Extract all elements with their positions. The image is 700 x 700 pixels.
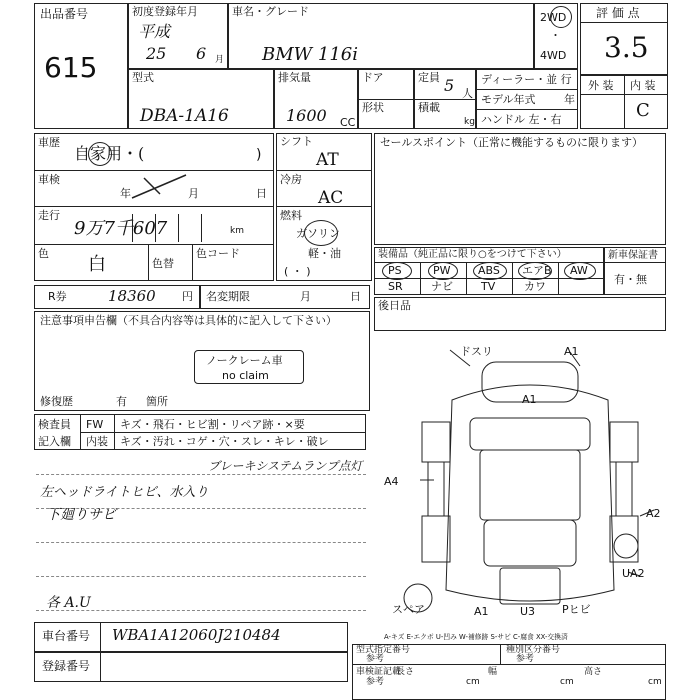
exterior-label: 外 装 — [588, 79, 614, 92]
after-fit-box — [374, 297, 666, 331]
inspector-label-2: 記入欄 — [38, 435, 71, 448]
equipment-pw: PW — [433, 264, 451, 277]
height-label: 高さ — [584, 667, 603, 677]
equipment-aw: AW — [570, 264, 588, 277]
car-name: BMW 116i — [262, 44, 358, 65]
sales-points-box — [374, 133, 666, 245]
fuel-circle — [304, 220, 338, 246]
repair-history-label: 修復歴 — [40, 395, 73, 408]
no-claim-line1: ノークレーム車 — [206, 354, 283, 367]
displacement-value: 1600 — [286, 106, 327, 125]
inspector-interior-text: キズ・汚れ・コゲ・穴・スレ・キレ・破レ — [120, 435, 329, 448]
note-line-3: 各 A.U — [46, 595, 91, 611]
drive-4wd: 4WD — [540, 49, 567, 62]
diagram-label-bottom-3: Pヒビ — [562, 603, 591, 616]
repair-history-value: 有 — [116, 395, 127, 408]
name-change-day: 日 — [350, 290, 361, 303]
ac-value: AC — [318, 188, 344, 208]
warranty-value: 有・無 — [614, 273, 647, 286]
dealer-label: ディーラー・並 行 — [481, 73, 572, 86]
drive-dot: ・ — [550, 29, 561, 42]
shaken-month-unit: 月 — [188, 187, 199, 200]
width-unit: cm — [560, 677, 574, 687]
recycle-value: 18360 — [108, 287, 156, 305]
drive-2wd: 2WD — [540, 11, 567, 24]
model-year-unit: 年 — [564, 93, 575, 106]
color-code-label: 色コード — [196, 247, 240, 260]
no-claim-line2: no claim — [222, 369, 269, 382]
category-number-reference: 参考 — [516, 654, 535, 664]
interior-label: 内 装 — [630, 79, 656, 92]
displacement-label: 排気量 — [278, 71, 311, 84]
equipment-abs: ABS — [478, 264, 500, 277]
recycle-unit: 円 — [182, 290, 193, 303]
after-fit-label: 後日品 — [378, 299, 411, 312]
fuel-label: 燃料 — [280, 209, 302, 222]
handle-label: ハンドル 左・右 — [481, 113, 562, 126]
ac-label: 冷房 — [280, 173, 302, 186]
shift-value: AT — [316, 150, 339, 170]
note-line-2: 下廻りサビ — [46, 507, 116, 523]
first-registration-era: 平成 — [138, 22, 171, 41]
displacement-unit: CC — [340, 116, 356, 129]
diagram-label-top-left: ドスリ — [460, 345, 493, 358]
inspector-fw-text: キズ・飛石・ヒビ割・リペア跡・×要 — [120, 418, 305, 431]
color-label: 色 — [38, 247, 49, 260]
registration-label: 登録番号 — [42, 659, 91, 673]
rating-value: 3.5 — [604, 31, 649, 64]
equipment-tv: TV — [481, 280, 496, 293]
equipment-sr: SR — [388, 280, 403, 293]
damage-legend: A-キズ E-エクボ U-凹み W-補修跡 S-サビ C-腐食 XX-交換済 — [384, 633, 568, 641]
cert-reference: 参考 — [366, 677, 385, 687]
shift-label: シフト — [280, 135, 313, 148]
lot-number: 615 — [44, 51, 98, 84]
repair-section-label: 箇所 — [146, 395, 168, 408]
diagram-label-hood: A1 — [522, 393, 537, 406]
equipment-leather: カワ — [524, 280, 546, 293]
type-designation-reference: 参考 — [366, 654, 385, 664]
door-label: ドア — [362, 71, 384, 84]
inspector-fw-label: FW — [86, 418, 104, 431]
mileage-value: 9万7千607 — [74, 218, 168, 239]
name-change-month: 月 — [300, 290, 311, 303]
note-line-1: 左ヘッドライトヒビ、水入り — [40, 485, 209, 500]
drive-circle — [550, 6, 572, 28]
first-registration-year: 25 — [146, 44, 167, 63]
chassis-value: WBA1A12060J210484 — [112, 626, 281, 644]
lot-number-label: 出品番号 — [40, 7, 89, 21]
name-grade-label: 車名・グレード — [232, 5, 309, 18]
interior-value: C — [636, 100, 650, 121]
diagram-label-left: A4 — [384, 475, 399, 488]
chassis-label: 車台番号 — [42, 629, 91, 643]
shape-label: 形状 — [362, 101, 384, 114]
diagram-label-right-low: UA2 — [622, 567, 645, 580]
model-year-label: モデル年式 — [481, 93, 536, 106]
inspector-label-1: 検査員 — [38, 418, 71, 431]
cert-label: 車検証記載 — [356, 667, 402, 677]
history-paren-close: ) — [256, 147, 262, 163]
capacity-value: 5 — [444, 76, 455, 95]
first-registration-label: 初度登録年月 — [132, 5, 198, 18]
equipment-navi: ナビ — [431, 280, 453, 293]
mileage-label: 走行 — [38, 209, 60, 222]
history-circle — [88, 142, 112, 166]
fuel-diesel: 軽・油 — [308, 247, 341, 260]
diagram-label-spare: スペア — [392, 603, 425, 616]
color-value: 白 — [88, 254, 106, 275]
capacity-label: 定員 — [418, 71, 440, 84]
load-unit: kg — [464, 117, 475, 127]
length-label: 長さ — [396, 667, 415, 677]
note-line-0: ブレーキシステムランプ点灯 — [208, 459, 363, 473]
fuel-paren: ( ・ ) — [284, 265, 311, 278]
width-label: 幅 — [488, 667, 498, 677]
capacity-unit: 人 — [462, 87, 473, 100]
rating-label: 評 価 点 — [596, 6, 640, 20]
equipment-airbag: エアB — [522, 264, 552, 277]
history-value: 自家用・( — [74, 144, 145, 163]
mileage-unit: km — [230, 226, 244, 236]
repaint-label: 色替 — [152, 257, 174, 270]
sales-points-label: セールスポイント（正常に機能するものに限ります） — [380, 136, 644, 149]
shaken-day-unit: 日 — [256, 187, 267, 200]
type-designation-label: 型式指定番号 — [356, 645, 411, 655]
equipment-label: 装備品（純正品に限り○をつけて下さい） — [378, 249, 567, 260]
diagram-label-bottom-1: A1 — [474, 605, 489, 618]
car-diagram — [400, 340, 670, 630]
diagram-label-bottom-2: U3 — [520, 605, 536, 618]
warranty-label: 新車保証書 — [608, 250, 658, 261]
inspector-interior-label: 内装 — [86, 435, 108, 448]
height-unit: cm — [648, 677, 662, 687]
load-label: 積載 — [418, 101, 440, 114]
history-label: 車歴 — [38, 136, 60, 149]
length-unit: cm — [466, 677, 480, 687]
diagram-label-right-mid: A2 — [646, 507, 661, 520]
shaken-year-unit: 年 — [120, 187, 131, 200]
model-label: 型式 — [132, 71, 154, 84]
shaken-strike — [130, 172, 190, 200]
notes-label: 注意事項申告欄（不具合内容等は具体的に記入して下さい） — [40, 314, 337, 327]
name-change-label: 名変期限 — [206, 290, 250, 303]
category-number-label: 種別区分番号 — [506, 645, 561, 655]
equipment-ps: PS — [388, 264, 402, 277]
shaken-label: 車検 — [38, 173, 60, 186]
fuel-gasoline: ガソリン — [296, 227, 340, 240]
first-registration-month: 6 — [196, 44, 207, 63]
month-unit: 月 — [215, 55, 225, 65]
recycle-label: R券 — [48, 290, 67, 303]
diagram-label-top-right: A1 — [564, 345, 579, 358]
model-value: DBA-1A16 — [140, 106, 229, 126]
